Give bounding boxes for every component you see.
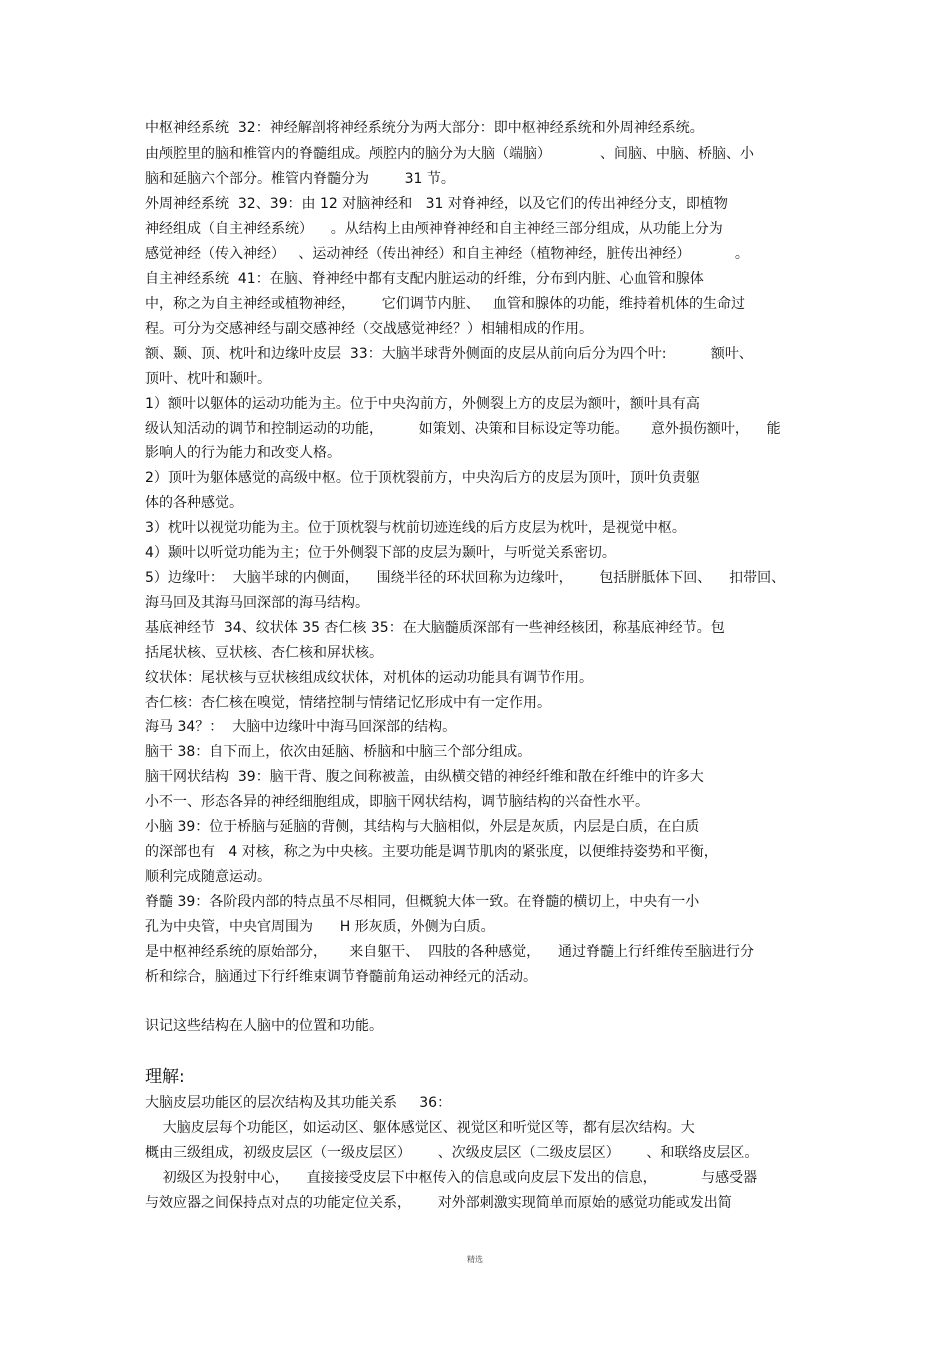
text-line: 析和综合，脑通过下行纤维束调节脊髓前角运动神经元的活动。	[145, 969, 537, 985]
text-line: 基底神经节 34、纹状体 35 杏仁核 35：在大脑髓质深部有一些神经核团，称基底神经节。包	[145, 620, 725, 636]
text-line: 感觉神经（传入神经） 、运动神经（传出神经）和自主神经（植物神经，脏传出神经） 。	[145, 246, 749, 262]
text-line: 纹状体：尾状核与豆状核组成纹状体，对机体的运动功能具有调节作用。	[145, 670, 593, 686]
text-line: 2）顶叶为躯体感觉的高级中枢。位于顶枕裂前方，中央沟后方的皮层为顶叶，顶叶负责躯	[145, 470, 700, 486]
text-line: 海马 34？： 大脑中边缘叶中海马回深部的结构。	[145, 719, 457, 735]
text-line: 初级区为投射中心， 直接接受皮层下中枢传入的信息或向皮层下发出的信息， 与感受器	[145, 1170, 758, 1186]
text-line: 级认知活动的调节和控制运动的功能， 如策划、决策和目标设定等功能。 意外损伤额叶， 能	[145, 421, 781, 437]
text-line: 1）额叶以躯体的运动功能为主。位于中央沟前方，外侧裂上方的皮层为额叶，额叶具有高	[145, 396, 700, 412]
text-line: 5）边缘叶： 大脑半球的内侧面， 围绕半径的环状回称为边缘叶， 包括胼胝体下回、 扣带回、	[145, 570, 786, 586]
text-line: 孔为中央管，中央官周围为 H 形灰质，外侧为白质。	[145, 919, 495, 935]
text-line: 神经组成（自主神经系统） 。从结构上由颅神脊神经和自主神经三部分组成，从功能上分为	[145, 221, 723, 237]
text-line: 海马回及其海马回深部的海马结构。	[145, 595, 369, 611]
text-line: 4）颞叶以听觉功能为主；位于外侧裂下部的皮层为颞叶，与听觉关系密切。	[145, 545, 616, 561]
text-line: 体的各种感觉。	[145, 495, 243, 511]
text-line: 额、颞、顶、枕叶和边缘叶皮层 33：大脑半球背外侧面的皮层从前向后分为四个叶: 额叶、	[145, 346, 753, 362]
page-footer: 精选	[467, 1255, 483, 1264]
text-line: 影响人的行为能力和改变人格。	[145, 445, 341, 461]
text-line: 顶叶、枕叶和颞叶。	[145, 371, 271, 387]
text-line: 自主神经系统 41：在脑、脊神经中都有支配内脏运动的纤维，分布到内脏、心血管和腺体	[145, 271, 704, 287]
text-line: 顺利完成随意运动。	[145, 869, 271, 885]
text-line: 外周神经系统 32、39：由 12 对脑神经和 31 对脊神经，以及它们的传出神经分支，即植物	[145, 196, 728, 212]
text-line: 脊髓 39：各阶段内部的特点虽不尽相同，但概貌大体一致。在脊髓的横切上，中央有一小	[145, 894, 700, 910]
text-line: 的深部也有 4 对核，称之为中央核。主要功能是调节肌肉的紧张度，以便维持姿势和平衡，	[145, 844, 718, 860]
text-line: 识记这些结构在人脑中的位置和功能。	[145, 1018, 383, 1034]
text-line: 大脑皮层每个功能区，如运动区、躯体感觉区、视觉区和听觉区等，都有层次结构。大	[145, 1120, 695, 1136]
text-line: 括尾状核、豆状核、杏仁核和屏状核。	[145, 645, 383, 661]
text-line: 与效应器之间保持点对点的功能定位关系， 对外部刺激实现简单而原始的感觉功能或发出简	[145, 1195, 732, 1211]
text-line: 脑干网状结构 39：脑干背、腹之间称被盖，由纵横交错的神经纤维和散在纤维中的许多大	[145, 769, 704, 785]
text-line: 小不一、形态各异的神经细胞组成，即脑干网状结构，调节脑结构的兴奋性水平。	[145, 794, 649, 810]
text-line: 脑和延脑六个部分。椎管内脊髓分为 31 节。	[145, 171, 455, 187]
text-line: 3）枕叶以视觉功能为主。位于顶枕裂与枕前切迹连线的后方皮层为枕叶，是视觉中枢。	[145, 520, 686, 536]
text-line: 小脑 39：位于桥脑与延脑的背侧，其结构与大脑相似，外层是灰质，内层是白质，在白质	[145, 819, 700, 835]
text-line: 程。可分为交感神经与副交感神经（交战感觉神经？）相辅相成的作用。	[145, 321, 593, 337]
text-line: 由颅腔里的脑和椎管内的脊髓组成。颅腔内的脑分为大脑（端脑） 、间脑、中脑、桥脑、小	[145, 146, 754, 162]
section-heading: 理解:	[145, 1067, 185, 1087]
text-line: 概由三级组成，初级皮层区（一级皮层区） 、次级皮层区（二级皮层区） 、和联络皮层区。	[145, 1145, 759, 1161]
text-line: 是中枢神经系统的原始部分， 来自躯干、 四肢的各种感觉， 通过脊髓上行纤维传至脑进行分	[145, 944, 754, 960]
text-line: 中枢神经系统 32：神经解剖将神经系统分为两大部分：即中枢神经系统和外周神经系统。	[145, 120, 704, 136]
text-line: 中，称之为自主神经或植物神经， 它们调节内脏、 血管和腺体的功能，维持着机体的生命过	[145, 296, 746, 312]
section-subheading: 大脑皮层功能区的层次结构及其功能关系 36：	[145, 1095, 452, 1111]
text-line: 脑干 38：自下而上，依次由延脑、桥脑和中脑三个部分组成。	[145, 744, 532, 760]
text-line: 杏仁核：杏仁核在嗅觉，情绪控制与情绪记忆形成中有一定作用。	[145, 695, 551, 711]
